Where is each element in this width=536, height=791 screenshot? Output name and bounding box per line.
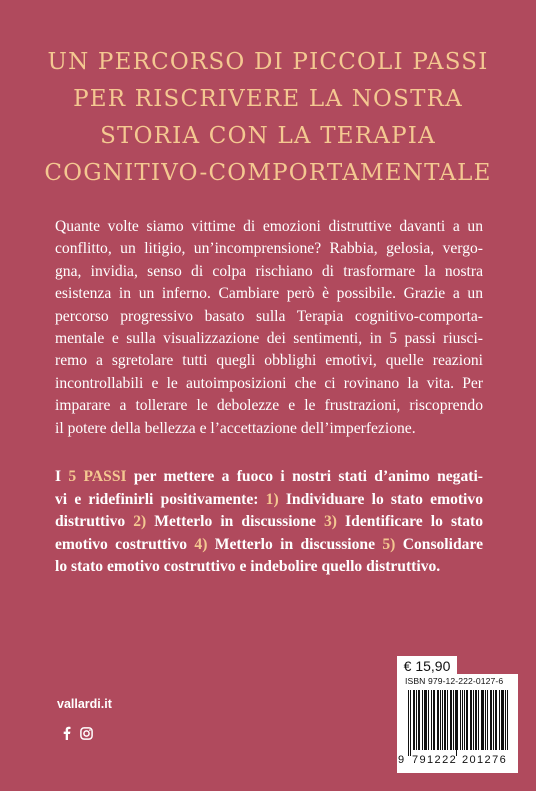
barcode-bar	[475, 690, 476, 750]
barcode-bar	[422, 690, 423, 750]
barcode-bar	[433, 690, 434, 750]
barcode-bar	[419, 690, 420, 750]
description-line: percorso progressivo basato sulla Terapia cognitivo-comporta-	[55, 307, 483, 325]
isbn-label: ISBN 979-12-222-0127-6	[405, 676, 504, 686]
description-line: mentale e sulla visualizzazione dei sentimenti, in 5 passi riusci-	[55, 330, 483, 348]
step-text: Identificare lo stato	[336, 513, 483, 531]
barcode-bar	[462, 690, 463, 750]
barcode-bar	[453, 690, 454, 750]
barcode-image	[405, 690, 509, 756]
barcode-bar	[466, 690, 467, 750]
steps-text: per mettere a fuoco i nostri stati d’animo negati-	[126, 468, 483, 485]
step-number: 4)	[194, 535, 208, 553]
barcode-bar	[491, 690, 492, 750]
description-line: il potere della bellezza e l’accettazione dell’imperfezione.	[55, 419, 416, 437]
barcode-bar	[496, 690, 497, 750]
steps-line	[55, 534, 483, 557]
barcode-bar	[505, 690, 506, 750]
step-number: 2)	[133, 513, 147, 531]
barcode-bar	[473, 690, 474, 750]
barcode-bar	[434, 690, 435, 750]
publisher-website[interactable]: vallardi.it	[57, 697, 112, 711]
barcode-bar	[478, 690, 479, 750]
step-text: Individuare lo stato emotivo	[278, 490, 483, 508]
barcode-bar	[410, 690, 411, 756]
barcode-digits-right: 201276	[462, 754, 508, 766]
steps-text: I	[55, 468, 69, 485]
description-line: conflitto, un litigio, un’incomprensione? Rabbia, gelosia, vergo-	[55, 240, 483, 258]
social-links	[62, 726, 93, 740]
steps-text: vi e ridefinirli positivamente:	[55, 490, 266, 508]
step-number: 3)	[323, 513, 337, 531]
isbn-barcode-block	[397, 674, 518, 773]
barcode-bar	[470, 690, 471, 750]
barcode-bar	[455, 690, 456, 750]
step-number: 5)	[382, 535, 396, 553]
step-text: Metterlo in discussione	[207, 535, 383, 553]
barcode-bar	[456, 690, 457, 756]
barcode-bar	[447, 690, 448, 750]
description-line: Quante volte siamo vittime di emozioni distruttive davanti a un	[55, 218, 483, 235]
steps-line	[55, 466, 483, 489]
barcode-bar	[490, 690, 491, 750]
barcode-bar	[481, 690, 482, 750]
barcode-bar	[444, 690, 445, 750]
back-cover-headline	[0, 44, 536, 192]
instagram-icon[interactable]	[80, 727, 93, 740]
barcode-bar	[431, 690, 432, 750]
barcode-bar	[437, 690, 438, 750]
barcode-bar	[440, 690, 441, 750]
barcode-bar	[445, 690, 446, 750]
barcode-bar	[495, 690, 496, 750]
barcode-bar	[418, 690, 419, 750]
barcode-bar	[416, 690, 417, 750]
barcode-bar	[493, 690, 494, 750]
description-line: esistenza in un inferno. Cambiare però è possibile. Grazie a un	[55, 285, 483, 303]
book-description	[55, 216, 483, 440]
barcode-bar	[482, 690, 483, 750]
barcode-digit-first: 9	[398, 754, 405, 766]
barcode-bar	[428, 690, 429, 750]
barcode-bar	[502, 690, 503, 750]
headline-line: STORIA CON LA TERAPIA	[100, 123, 436, 149]
barcode-bar	[408, 690, 409, 756]
barcode-bar	[457, 690, 458, 750]
barcode-bar	[503, 690, 504, 750]
step-text: Metterlo in discussione	[146, 513, 324, 531]
steps-text: emotivo costruttivo	[55, 535, 195, 553]
barcode-bar	[413, 690, 414, 750]
steps-highlight: 5 PASSI	[68, 468, 127, 485]
description-line: imparare a tollerare le debolezze e le frustrazioni, riscoprendo	[55, 397, 483, 415]
barcode-bar	[507, 690, 508, 750]
steps-line: lo stato emotivo costruttivo e indebolire quello distruttivo.	[55, 558, 441, 576]
barcode-bar	[485, 690, 486, 750]
price-tag: € 15,90	[397, 656, 457, 676]
five-steps-summary	[55, 466, 483, 579]
barcode-bar	[450, 690, 451, 750]
description-line: remo a sgretolare tutti quegli obblighi emotivi, quelle reazioni	[55, 352, 483, 370]
steps-line	[55, 511, 483, 534]
headline-line: PER RISCRIVERE LA NOSTRA	[73, 86, 463, 112]
steps-line	[55, 489, 483, 512]
barcode-bar	[442, 690, 443, 750]
barcode-bar	[424, 690, 425, 750]
barcode-digits-left: 791222	[412, 754, 458, 766]
description-line: incontrollabili e le autoimposizioni che ci rovinano la vita. Per	[55, 374, 483, 392]
description-line: gna, invidia, senso di colpa rischiano di trasformare la nostra	[55, 262, 483, 280]
headline-line: COGNITIVO-COMPORTAMENTALE	[44, 160, 492, 186]
barcode-bar	[451, 690, 452, 750]
barcode-bar	[426, 690, 427, 750]
steps-text: distruttivo	[55, 513, 134, 531]
barcode-bar	[438, 690, 439, 750]
headline-line: UN PERCORSO DI PICCOLI PASSI	[47, 49, 489, 75]
barcode-bar	[501, 690, 502, 750]
facebook-icon[interactable]	[62, 726, 71, 740]
barcode-bar	[476, 690, 477, 750]
barcode-bar	[487, 690, 488, 750]
barcode-bar	[467, 690, 468, 750]
barcode-bar	[414, 690, 415, 750]
barcode-bar	[460, 690, 461, 750]
step-text: Consolidare	[395, 535, 483, 553]
step-number: 1)	[265, 490, 279, 508]
barcode-bar	[464, 690, 465, 750]
barcode-bar	[425, 690, 426, 750]
barcode-bar	[499, 690, 500, 750]
barcode-bar	[483, 690, 484, 750]
barcode-bar	[471, 690, 472, 750]
barcode-digits	[397, 754, 518, 772]
